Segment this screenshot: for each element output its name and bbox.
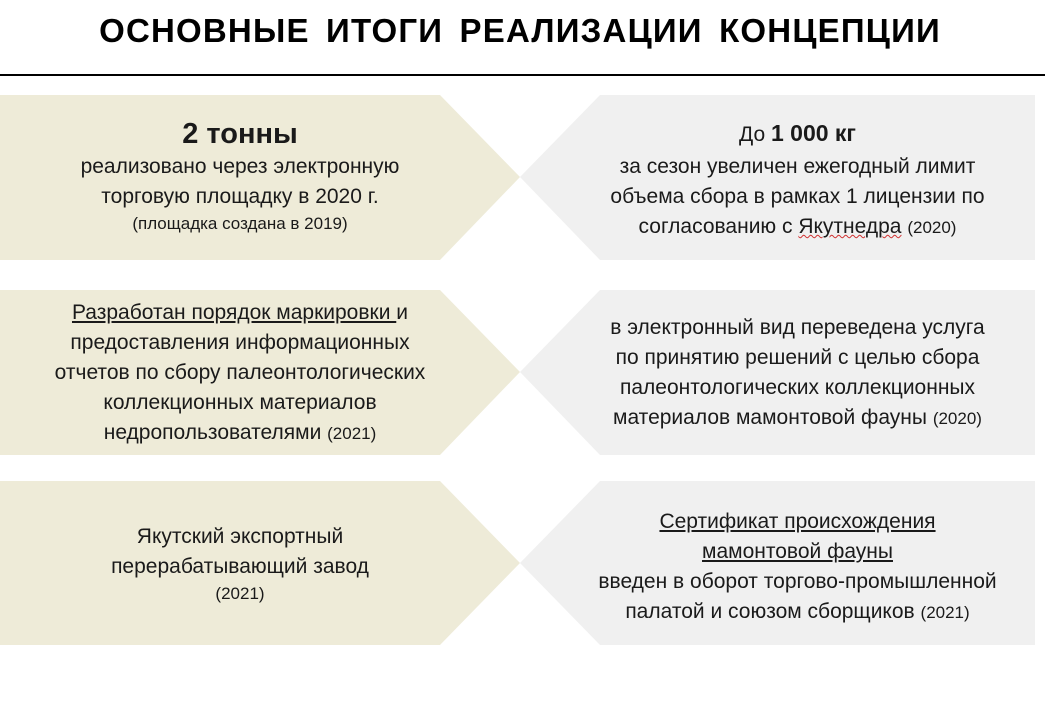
limit-line2: объема сбора в рамках 1 лицензии по bbox=[610, 185, 985, 208]
marking-line2: предоставления информационных bbox=[70, 331, 410, 354]
certificate-title1: Сертификат происхождения bbox=[659, 510, 936, 533]
e-service-year: (2020) bbox=[932, 409, 982, 428]
marking-year: (2021) bbox=[327, 424, 377, 443]
marking-line5: недропользователями bbox=[103, 421, 328, 444]
plant-line2: перерабатывающий завод bbox=[111, 555, 369, 578]
e-service-line4: материалов мамонтовой фауны bbox=[613, 406, 933, 429]
marketplace-line1: реализовано через электронную bbox=[80, 155, 400, 178]
block-plant bbox=[0, 522, 480, 606]
page-title: ОСНОВНЫЕ ИТОГИ РЕАЛИЗАЦИИ КОНЦЕПЦИИ bbox=[99, 12, 941, 49]
block-limit bbox=[560, 116, 1035, 243]
marking-underlined: Разработан порядок маркировки bbox=[71, 301, 397, 324]
limit-headline: 1 000 кг bbox=[770, 120, 857, 146]
marketplace-headline: 2 тонны bbox=[182, 118, 298, 150]
plant-line1: Якутский экспортный bbox=[136, 525, 344, 548]
limit-agency: Якутнедра bbox=[798, 215, 902, 238]
marking-line3: отчетов по сбору палеонтологических bbox=[54, 361, 426, 384]
e-service-line3: палеонтологических коллекционных bbox=[619, 376, 976, 399]
certificate-year: (2021) bbox=[920, 603, 970, 622]
limit-year: (2020) bbox=[907, 218, 957, 237]
certificate-line2: палатой и союзом сборщиков bbox=[625, 600, 921, 623]
block-e-service bbox=[560, 313, 1035, 434]
limit-line3: согласованию с bbox=[638, 215, 799, 238]
certificate-title2: мамонтовой фауны bbox=[702, 540, 893, 563]
plant-year: (2021) bbox=[215, 584, 265, 603]
marking-line1-end: и bbox=[396, 301, 408, 324]
marketplace-line2: торговую площадку в 2020 г. bbox=[101, 185, 379, 208]
block-marketplace bbox=[0, 116, 480, 236]
limit-line1: за сезон увеличен ежегодный лимит bbox=[619, 155, 976, 178]
block-certificate bbox=[560, 507, 1035, 628]
e-service-line1: в электронный вид переведена услуга bbox=[610, 316, 985, 339]
limit-prefix: До bbox=[738, 123, 771, 146]
marking-line4: коллекционных материалов bbox=[103, 391, 377, 414]
certificate-line1: введен в оборот торгово-промышленной bbox=[598, 570, 997, 593]
block-marking bbox=[0, 298, 480, 449]
marketplace-note: (площадка создана в 2019) bbox=[132, 214, 348, 233]
e-service-line2: по принятию решений с целью сбора bbox=[615, 346, 980, 369]
